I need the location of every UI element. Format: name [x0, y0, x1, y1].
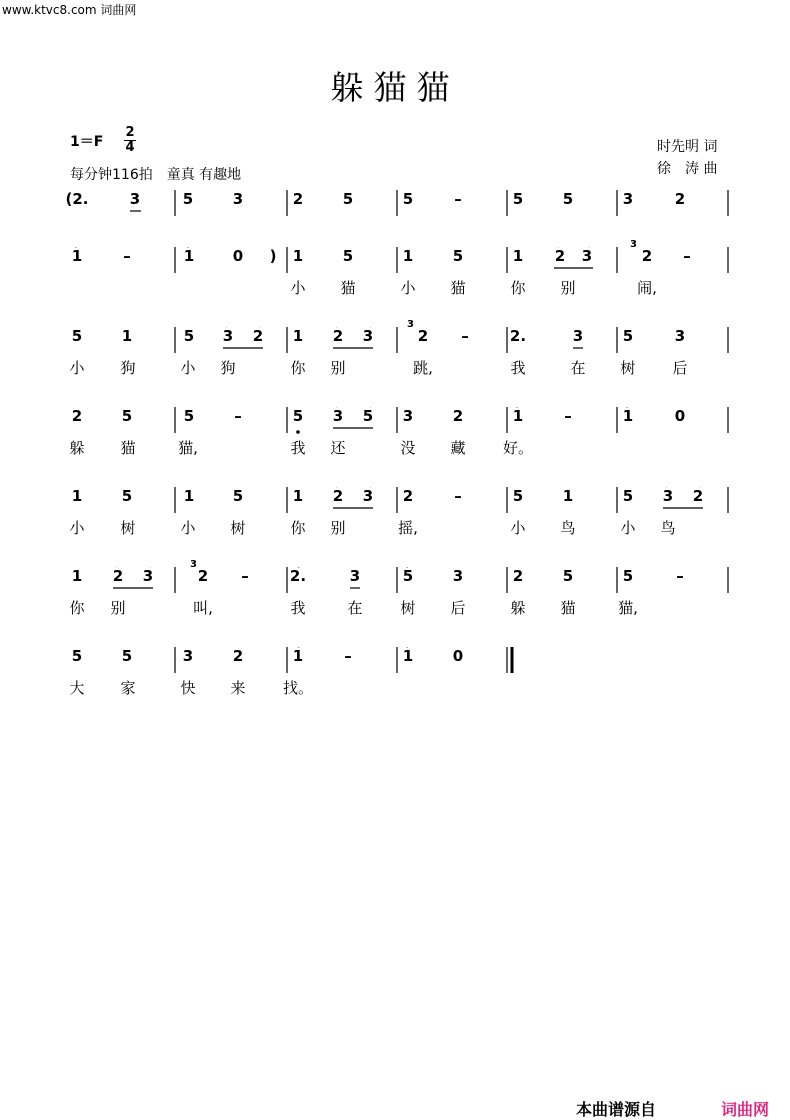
note: 5 [232, 487, 244, 505]
lyric: 猫 [560, 599, 576, 617]
note: 3 [129, 190, 141, 208]
lyric: 小 [180, 359, 196, 377]
note: – [344, 647, 352, 665]
lyric: 躲 [510, 599, 526, 617]
note: 3 [349, 567, 361, 585]
lyric: 找。 [282, 679, 314, 697]
lyric: 还 [330, 439, 346, 457]
note: 5 [342, 247, 354, 265]
note: 1 [402, 647, 414, 665]
lyric: 大 [69, 679, 85, 697]
lyric: 树 [620, 359, 636, 377]
lyric: 在 [570, 359, 586, 377]
low-octave-dot [296, 430, 300, 434]
note: – [461, 327, 469, 345]
note: 1 [121, 327, 133, 345]
note: 5 [622, 487, 634, 505]
note: 1 [512, 407, 524, 425]
note: 5 [562, 190, 574, 208]
note: 5 [622, 567, 634, 585]
lyric: 鸟 [660, 519, 676, 537]
grace-note: 3 [190, 559, 197, 570]
tempo-marking: 每分钟116拍 童真 有趣地 [70, 167, 242, 183]
lyric: 小 [180, 519, 196, 537]
lyric: 小 [69, 519, 85, 537]
lyric: 狗 [120, 359, 136, 377]
note: 1 [183, 487, 195, 505]
footer-source-text: 本曲谱源自 [576, 1100, 657, 1119]
lyric: 藏 [450, 439, 466, 457]
lyric: 猫 [450, 279, 466, 297]
note: 5 [121, 407, 133, 425]
lyric: 猫 [120, 439, 136, 457]
note: 3 [662, 487, 674, 505]
note: 1 [292, 647, 304, 665]
note: 2 [452, 407, 464, 425]
lyric: 狗 [220, 359, 236, 377]
lyric: 猫, [618, 599, 638, 617]
lyric: 快 [180, 679, 196, 697]
note: 2 [112, 567, 124, 585]
note: 3 [402, 407, 414, 425]
lyric: 后 [450, 599, 466, 617]
score-row-lines [0, 247, 790, 317]
note: 5 [622, 327, 634, 345]
note: 5 [562, 567, 574, 585]
note: – [683, 247, 691, 265]
lyric: 叫, [193, 599, 213, 617]
lyric: 猫 [340, 279, 356, 297]
note: 1 [512, 247, 524, 265]
note: 2 [402, 487, 414, 505]
note: 3 [232, 190, 244, 208]
lyric: 家 [120, 679, 136, 697]
lyric: 你 [510, 279, 526, 297]
lyricist-credit: 时先明 词 [657, 139, 718, 155]
lyric: 树 [230, 519, 246, 537]
note: 2 [232, 647, 244, 665]
lyric: 小 [510, 519, 526, 537]
lyric: 躲 [69, 439, 85, 457]
lyric: 小 [620, 519, 636, 537]
note: 2 [692, 487, 704, 505]
note: 1 [292, 327, 304, 345]
note: 5 [512, 487, 524, 505]
note: 5 [71, 647, 83, 665]
note: 2 [512, 567, 524, 585]
note: 1 [71, 567, 83, 585]
lyric: 别 [110, 599, 126, 617]
note: 2 [641, 247, 653, 265]
note: 3 [362, 487, 374, 505]
time-signature-bottom: 4 [125, 140, 135, 155]
lyric: 猫, [178, 439, 198, 457]
lyric: 小 [290, 279, 306, 297]
lyric: 好。 [502, 439, 534, 457]
lyric: 别 [560, 279, 576, 297]
note: 1 [183, 247, 195, 265]
note: ) [269, 247, 277, 265]
score-row-lines [0, 407, 790, 477]
note: 5 [121, 487, 133, 505]
note: 3 [581, 247, 593, 265]
note: 2 [71, 407, 83, 425]
score-row [0, 487, 790, 557]
note: 5 [183, 327, 195, 345]
score-row [0, 239, 790, 317]
lyric: 鸟 [560, 519, 576, 537]
note: 5 [71, 327, 83, 345]
lyric: 小 [400, 279, 416, 297]
note: 3 [362, 327, 374, 345]
lyric: 别 [330, 359, 346, 377]
lyric: 摇, [398, 519, 418, 537]
note: – [241, 567, 249, 585]
note: 5 [183, 407, 195, 425]
note: 2 [332, 327, 344, 345]
note: 5 [362, 407, 374, 425]
note: 2 [197, 567, 209, 585]
lyric: 闹, [637, 279, 657, 297]
note: – [454, 190, 462, 208]
note: 0 [232, 247, 244, 265]
lyric: 你 [69, 599, 85, 617]
score-row [0, 559, 790, 637]
note: 2 [674, 190, 686, 208]
note: – [454, 487, 462, 505]
note: 5 [292, 407, 304, 425]
note: – [123, 247, 131, 265]
grace-note: 3 [407, 319, 414, 330]
song-title: 躲猫猫 [330, 68, 460, 107]
composer-credit: 徐 涛 曲 [657, 161, 718, 177]
lyric: 后 [672, 359, 688, 377]
note: 3 [142, 567, 154, 585]
footer-site-name: 词曲网 [721, 1100, 770, 1119]
note: 2 [332, 487, 344, 505]
lyric: 小 [69, 359, 85, 377]
score-row [0, 647, 790, 717]
note: 0 [674, 407, 686, 425]
note: – [234, 407, 242, 425]
note: 1 [292, 487, 304, 505]
note: 3 [182, 647, 194, 665]
lyric: 树 [120, 519, 136, 537]
note: 3 [222, 327, 234, 345]
note: 5 [512, 190, 524, 208]
note: 5 [182, 190, 194, 208]
note: 2 [252, 327, 264, 345]
note: 5 [402, 190, 414, 208]
lyric: 在 [347, 599, 363, 617]
note: 5 [121, 647, 133, 665]
note: 1 [292, 247, 304, 265]
lyric: 别 [330, 519, 346, 537]
note: 2. [509, 327, 527, 345]
grace-note: 3 [630, 239, 637, 250]
note: 1 [562, 487, 574, 505]
note: 1 [622, 407, 634, 425]
note: (2. [65, 190, 89, 208]
time-signature [124, 126, 136, 155]
note: 2 [292, 190, 304, 208]
lyric: 我 [510, 359, 526, 377]
note: 3 [452, 567, 464, 585]
lyric: 我 [290, 439, 306, 457]
note: 3 [332, 407, 344, 425]
note: 3 [674, 327, 686, 345]
note: – [564, 407, 572, 425]
note: 0 [452, 647, 464, 665]
lyric: 树 [400, 599, 416, 617]
lyric: 来 [230, 679, 246, 697]
score-row-lines [0, 647, 790, 717]
note: 3 [622, 190, 634, 208]
note: 1 [71, 247, 83, 265]
lyric: 你 [290, 359, 306, 377]
watermark: www.ktvc8.com 词曲网 [2, 3, 137, 17]
note: 5 [452, 247, 464, 265]
score-row [0, 319, 790, 397]
lyric: 我 [290, 599, 306, 617]
note: 3 [572, 327, 584, 345]
time-signature-top: 2 [125, 125, 135, 140]
note: 2 [417, 327, 429, 345]
lyric: 跳, [413, 359, 433, 377]
note: 5 [402, 567, 414, 585]
lyric: 你 [290, 519, 306, 537]
note: 5 [342, 190, 354, 208]
note: 1 [402, 247, 414, 265]
note: 2 [554, 247, 566, 265]
key-signature: 1＝F [70, 134, 104, 150]
note: 2. [289, 567, 307, 585]
score-row [0, 407, 790, 477]
note: 1 [71, 487, 83, 505]
note: – [676, 567, 684, 585]
lyric: 没 [400, 439, 416, 457]
